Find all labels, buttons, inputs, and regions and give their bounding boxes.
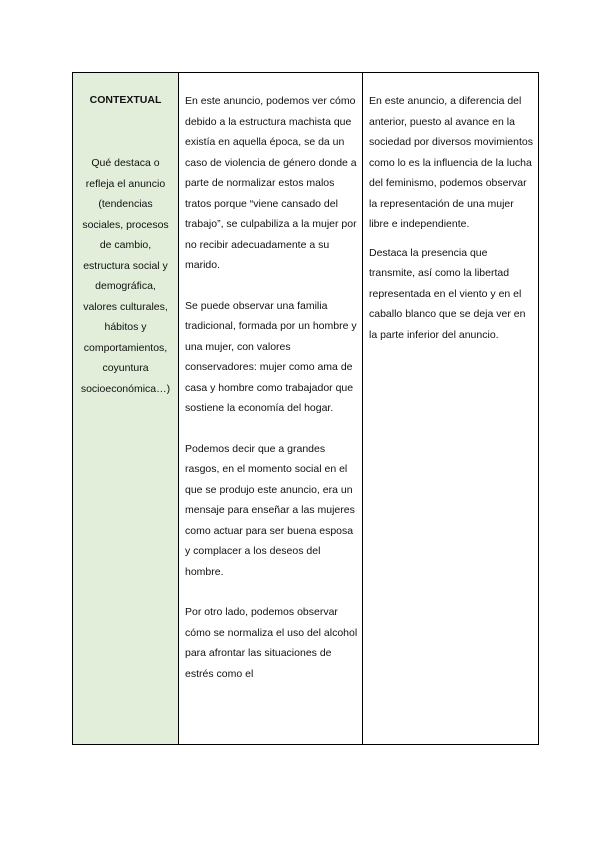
contextual-question: Qué destaca o refleja el anuncio (tendencias sociales, procesos de cambio, estructura social y demográfica, valores culturales, hábitos y comportamientos, coyuntura socioeconómica…): [80, 157, 171, 395]
second-ad-column: [363, 73, 537, 744]
column-heading: CONTEXTUAL: [89, 94, 162, 106]
analysis-table: [72, 72, 539, 745]
paragraph: Podemos decir que a grandes rasgos, en el momento social en el que se produjo este anuncio, era un mensaje para enseñar a las mujeres como actuar para ser buena esposa y complacer a los deseos del hombre.: [185, 442, 355, 578]
paragraph: En este anuncio, podemos ver cómo debido a la estructura machista que existía en aquella época, se da un caso de violencia de género donde a parte de normalizar estos malos tratos porque “viene cansado del trabajo”, se culpabiliza a la mujer por no recibir adecuadamente a su marido.: [185, 95, 357, 271]
paragraph: Se puede observar una familia tradicional, formada por un hombre y una mujer, con valores conservadores: mujer como ama de casa y hombre como trabajador que sostiene la economía del hogar.: [185, 299, 357, 414]
paragraph: En este anuncio, a diferencia del anterior, puesto al avance en la sociedad por diversos movimientos como lo es la influencia de la lucha del feminismo, podemos observar la representación de una mujer libre e independiente.: [369, 95, 533, 230]
first-ad-column: [179, 73, 363, 744]
paragraph: Por otro lado, podemos observar cómo se normaliza el uso del alcohol para afrontar las situaciones de estrés como el: [185, 606, 358, 680]
paragraph: Destaca la presencia que transmite, así como la libertad representada en el viento y en el caballo blanco que se deja ver en la parte inferior del anuncio.: [369, 246, 526, 341]
contextual-column: [73, 73, 179, 744]
